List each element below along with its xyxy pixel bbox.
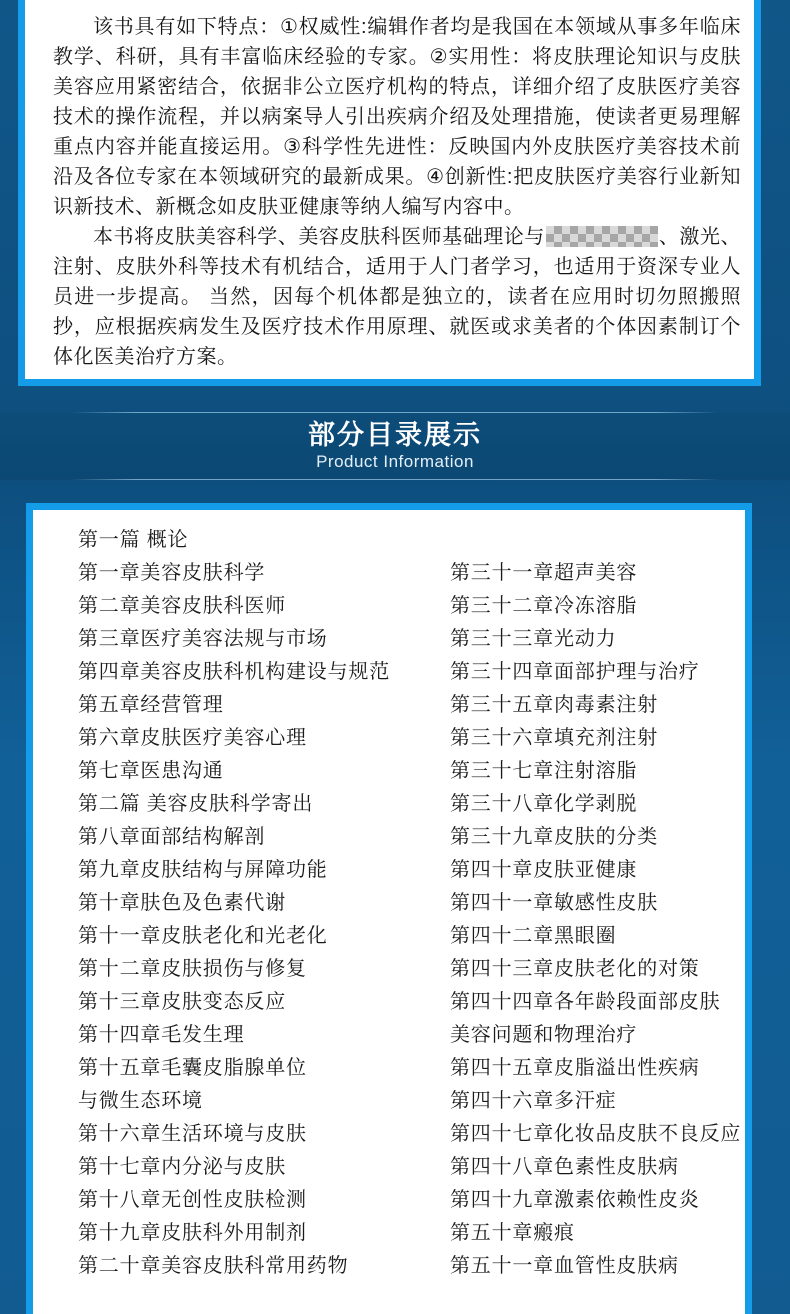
toc-item: 第三十五章肉毒素注射 — [450, 694, 658, 716]
section-title: 部分目录展示 — [308, 420, 482, 450]
toc-item: 第十八章无创性皮肤检测 — [78, 1189, 307, 1211]
toc-item: 第七章医患沟通 — [78, 760, 224, 782]
toc-item: 第四十章皮肤亚健康 — [450, 859, 638, 881]
toc-item: 第三章医疗美容法规与市场 — [78, 628, 328, 650]
toc-item: 第三十八章化学剥脱 — [450, 793, 638, 815]
divider-line-top — [70, 412, 720, 413]
toc-item: 第十二章皮肤损伤与修复 — [78, 958, 307, 980]
toc-item: 第五十一章血管性皮肤病 — [450, 1255, 679, 1277]
toc-item: 第四章美容皮肤科机构建设与规范 — [78, 661, 390, 683]
toc-item: 美容问题和物理治疗 — [450, 1024, 638, 1046]
toc-item: 第四十三章皮肤老化的对策 — [450, 958, 700, 980]
toc-item: 第二章美容皮肤科医师 — [78, 595, 286, 617]
toc-item: 第十章肤色及色素代谢 — [78, 892, 286, 914]
toc-item: 第二十章美容皮肤科常用药物 — [78, 1255, 349, 1277]
section-header-band — [0, 412, 790, 480]
toc-item: 第十五章毛囊皮脂腺单位 — [78, 1057, 307, 1079]
censored-mosaic-block — [546, 226, 658, 247]
toc-item: 第八章面部结构解剖 — [78, 826, 266, 848]
toc-panel — [26, 503, 752, 1314]
toc-item: 第三十一章超声美容 — [450, 562, 638, 584]
intro-summary-text-before: 本书将皮肤美容科学、美容皮肤科医师基础理论与 — [93, 226, 545, 248]
toc-item: 第十九章皮肤科外用制剂 — [78, 1222, 307, 1244]
toc-item: 第三十七章注射溶脂 — [450, 760, 638, 782]
toc-item: 第十七章内分泌与皮肤 — [78, 1156, 286, 1178]
toc-item: 第十三章皮肤变态反应 — [78, 991, 286, 1013]
toc-item: 第五章经营管理 — [78, 694, 224, 716]
toc-item: 第三十四章面部护理与治疗 — [450, 661, 700, 683]
toc-item: 第三十六章填充剂注射 — [450, 727, 658, 749]
toc-item: 第一章美容皮肤科学 — [78, 562, 266, 584]
toc-item: 第四十九章激素依赖性皮炎 — [450, 1189, 700, 1211]
toc-item: 第三十二章冷冻溶脂 — [450, 595, 638, 617]
toc-item: 第四十八章色素性皮肤病 — [450, 1156, 679, 1178]
divider-line-bottom — [70, 479, 720, 480]
book-intro-panel — [18, 0, 761, 386]
toc-item: 第四十一章敏感性皮肤 — [450, 892, 658, 914]
toc-item: 第二篇 美容皮肤科学寄出 — [78, 793, 314, 815]
toc-right-column — [450, 557, 745, 1283]
section-subtitle: Product Information — [316, 452, 474, 471]
toc-item: 第六章皮肤医疗美容心理 — [78, 727, 307, 749]
intro-summary-text-after: 、激光、注射、皮肤外科等技术有机结合，适用于人门者学习，也适用于资深专业人员进一步提高。 当然，因每个机体都是独立的，读者在应用时切勿照搬照抄，应根据疾病发生及医疗技术作用原理、就医或求美者的个体因素制订个体化医美治疗方案。 — [53, 226, 742, 368]
toc-item: 第十四章毛发生理 — [78, 1024, 245, 1046]
toc-item: 第一篇 概论 — [78, 529, 189, 551]
intro-paragraph-features: 该书具有如下特点：①权威性:编辑作者均是我国在本领域从事多年临床教学、科研，具有丰富临床经验的专家。②实用性：将皮肤理论知识与皮肤美容应用紧密结合，依据非公立医疗机构的特点，详细介绍了皮肤医疗美容技术的操作流程，并以病案导人引出疾病介绍及处理措施，使读者更易理解重点内容并能直接运用。③科学性先进性：反映国内外皮肤医疗美容技术前沿及各位专家在本领域研究的最新成果。④创新性:把皮肤医疗美容行业新知识新技术、新概念如皮肤亚健康等纳人编写内容中。 — [53, 16, 741, 218]
toc-item: 第三十九章皮肤的分类 — [450, 826, 658, 848]
toc-left-column — [78, 524, 450, 1283]
intro-paragraph-summary — [53, 222, 741, 372]
toc-item: 第九章皮肤结构与屏障功能 — [78, 859, 328, 881]
toc-item: 第四十四章各年龄段面部皮肤 — [450, 991, 721, 1013]
toc-item: 与微生态环境 — [78, 1090, 203, 1112]
toc-item: 第四十七章化妆品皮肤不良反应 — [450, 1123, 742, 1145]
toc-item: 第四十五章皮脂溢出性疾病 — [450, 1057, 700, 1079]
toc-item: 第五十章瘢痕 — [450, 1222, 575, 1244]
toc-item: 第十六章生活环境与皮肤 — [78, 1123, 307, 1145]
toc-item: 第四十二章黑眼圈 — [450, 925, 617, 947]
toc-item: 第三十三章光动力 — [450, 628, 617, 650]
toc-item: 第四十六章多汗症 — [450, 1090, 617, 1112]
toc-item: 第十一章皮肤老化和光老化 — [78, 925, 328, 947]
